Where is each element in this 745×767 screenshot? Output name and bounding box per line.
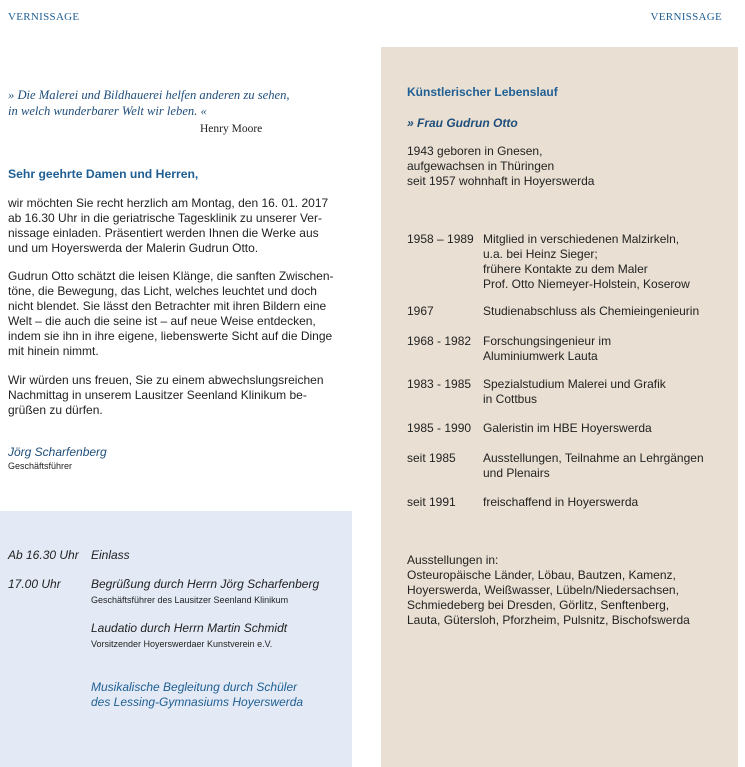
bio-entry-line: Mitglied in verschiedenen Malzirkeln,: [483, 232, 680, 246]
bio-entry-line: Prof. Otto Niemeyer-Holstein, Koserow: [483, 277, 690, 291]
quote: [8, 87, 328, 119]
program-entry-title: Begrüßung durch Herrn Jörg Scharfenberg: [91, 577, 320, 591]
letter-paragraph-3: [8, 373, 338, 418]
exhibitions-label: Ausstellungen in:: [407, 553, 499, 567]
exhibitions-line: Hoyerswerda, Weißwasser, Lübeln/Niedersachsen,: [407, 583, 679, 597]
bio-artist-name: » Frau Gudrun Otto: [407, 116, 518, 130]
bio-entry-line: Forschungsingenieur im: [483, 334, 612, 348]
music-line: des Lessing-Gymnasiums Hoyerswerda: [91, 695, 304, 709]
header-left: VERNISSAGE: [8, 11, 80, 23]
bio-entry-line: freischaffend in Hoyerswerda: [483, 495, 639, 509]
paragraph-line: nicht blendet. Sie lässt den Betrachter mit ihren Bildern eine: [8, 299, 327, 313]
bio-entry-years: seit 1985: [407, 451, 456, 465]
signature-name: Jörg Scharfenberg: [8, 445, 107, 459]
program-box: [0, 511, 352, 767]
bio-entry-description: [483, 334, 733, 364]
intro-line: 1943 geboren in Gnesen,: [407, 144, 543, 158]
quote-author: Henry Moore: [200, 123, 263, 135]
program-time: Ab 16.30 Uhr: [8, 548, 79, 562]
bio-entry-years: 1985 - 1990: [407, 421, 472, 435]
bio-entry-line: und Plenairs: [483, 466, 550, 480]
intro-line: aufgewachsen in Thüringen: [407, 159, 555, 173]
header-right: VERNISSAGE: [650, 11, 722, 23]
bio-entry-line: Spezialstudium Malerei und Grafik: [483, 377, 666, 391]
paragraph-line: wir möchten Sie recht herzlich am Montag, den 16. 01. 2017: [8, 196, 329, 210]
signature-role: Geschäftsführer: [8, 461, 73, 471]
bio-entry-years: 1968 - 1982: [407, 334, 472, 348]
paragraph-line: Nachmittag in unserem Lausitzer Seenland Klinikum be-: [8, 388, 307, 402]
bio-entry-line: frühere Kontakte zu dem Maler: [483, 262, 648, 276]
bio-panel: [381, 47, 738, 767]
bio-entry-line: u.a. bei Heinz Sieger;: [483, 247, 598, 261]
letter-paragraph-1: [8, 196, 338, 256]
program-entry-title: Einlass: [91, 548, 130, 562]
paragraph-line: Welt – die auch die seine ist – auf neue Weise entdecken,: [8, 314, 316, 328]
bio-entry-years: 1967: [407, 304, 434, 318]
letter-paragraph-2: [8, 269, 338, 359]
bio-entry-line: Aluminiumwerk Lauta: [483, 349, 598, 363]
paragraph-line: nissage einladen. Präsentiert werden Ihnen die Werke aus: [8, 226, 319, 240]
program-entry-subtitle: Geschäftsführer des Lausitzer Seenland Klinikum: [91, 595, 289, 605]
bio-intro: [407, 144, 594, 189]
quote-line: in welch wunderbarer Welt wir leben. «: [8, 104, 207, 118]
bio-entry-description: [483, 304, 733, 319]
exhibitions-line: Lauta, Gütersloh, Pforzheim, Pulsnitz, Bischofswerda: [407, 613, 690, 627]
paragraph-line: indem sie ihn in ihre eigene, liebenswerte Sicht auf die Dinge: [8, 329, 333, 343]
bio-entry-years: seit 1991: [407, 495, 456, 509]
bio-entry-years: 1983 - 1985: [407, 377, 472, 391]
intro-line: seit 1957 wohnhaft in Hoyerswerda: [407, 174, 595, 188]
paragraph-line: grüßen zu dürfen.: [8, 403, 103, 417]
program-entry-subtitle: Vorsitzender Hoyerswerdaer Kunstverein e.V.: [91, 639, 273, 649]
bio-entry-description: [483, 421, 733, 436]
program-entry-title: Laudatio durch Herrn Martin Schmidt: [91, 621, 288, 635]
exhibitions-list: [407, 568, 707, 628]
bio-entry-description: [483, 232, 733, 292]
program-time: 17.00 Uhr: [8, 577, 61, 591]
program-music: [91, 680, 303, 710]
quote-line: » Die Malerei und Bildhauerei helfen anderen zu sehen,: [8, 88, 290, 102]
exhibitions-line: Schmiedeberg bei Dresden, Görlitz, Senftenberg,: [407, 598, 670, 612]
bio-entry-line: Galeristin im HBE Hoyerswerda: [483, 421, 652, 435]
bio-entry-line: Ausstellungen, Teilnahme an Lehrgängen: [483, 451, 704, 465]
paragraph-line: ab 16.30 Uhr in die geriatrische Tagesklinik zu unserer Ver-: [8, 211, 322, 225]
bio-entry-description: [483, 495, 733, 510]
bio-title: Künstlerischer Lebenslauf: [407, 85, 558, 99]
paragraph-line: Wir würden uns freuen, Sie zu einem abwechslungsreichen: [8, 373, 324, 387]
paragraph-line: Gudrun Otto schätzt die leisen Klänge, die sanften Zwischen-: [8, 269, 334, 283]
bio-entry-years: 1958 – 1989: [407, 232, 474, 246]
greeting: Sehr geehrte Damen und Herren,: [8, 167, 199, 181]
exhibitions-line: Osteuropäische Länder, Löbau, Bautzen, Kamenz,: [407, 568, 676, 582]
paragraph-line: töne, die Bewegung, das Licht, welches leuchtet und doch: [8, 284, 317, 298]
paragraph-line: und um Hoyerswerda der Malerin Gudrun Otto.: [8, 241, 259, 255]
paragraph-line: mit hinein nimmt.: [8, 344, 99, 358]
music-line: Musikalische Begleitung durch Schüler: [91, 680, 298, 694]
bio-entry-line: in Cottbus: [483, 392, 538, 406]
bio-entry-description: [483, 377, 733, 407]
bio-entry-line: Studienabschluss als Chemieingenieurin: [483, 304, 700, 318]
bio-entry-description: [483, 451, 733, 481]
